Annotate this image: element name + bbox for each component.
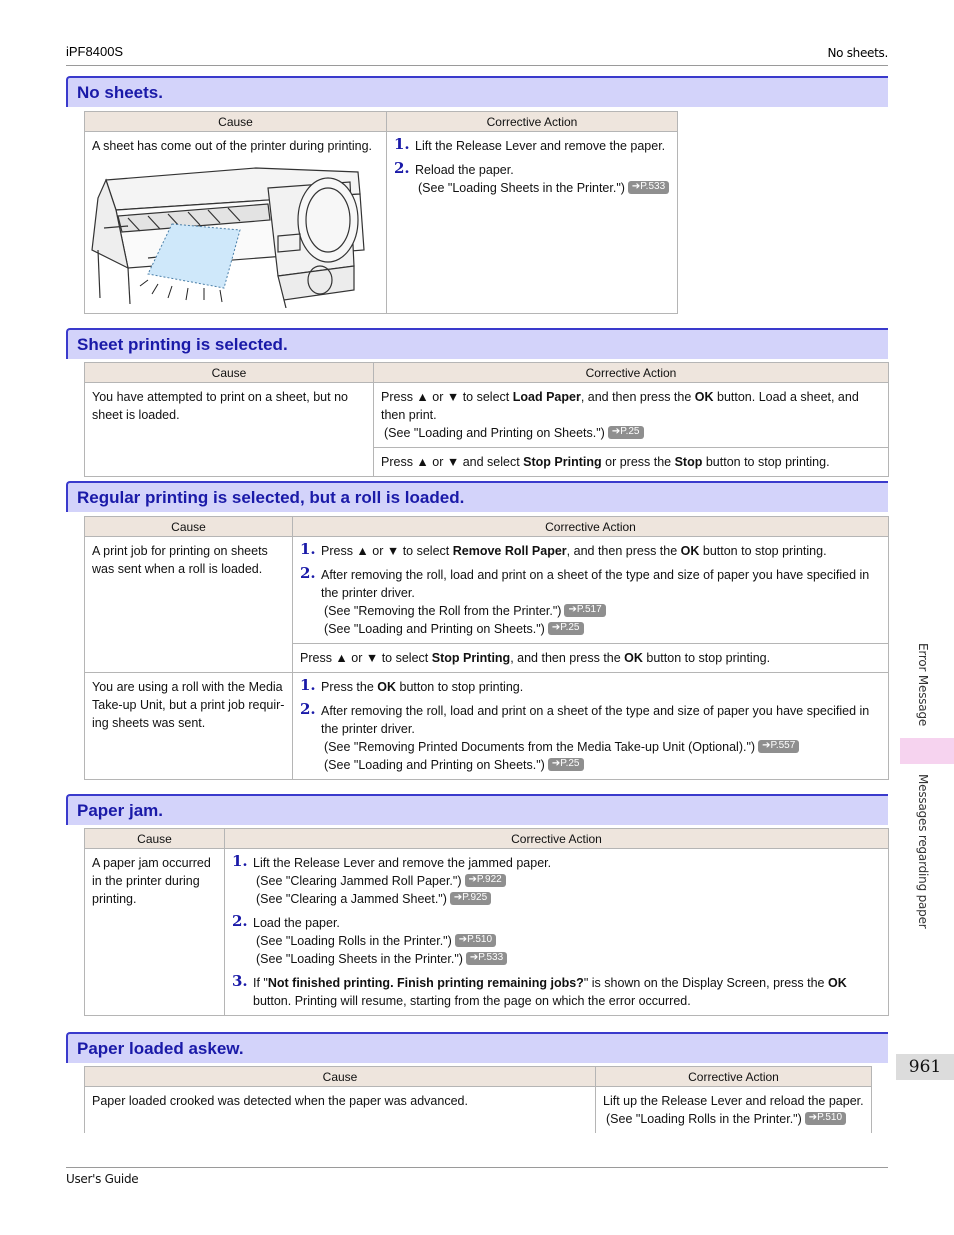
action-cell — [596, 1087, 872, 1134]
page-link[interactable]: ➔P.517 — [564, 604, 605, 617]
reference — [321, 602, 881, 620]
reference-text: (See "Loading Rolls in the Printer.") — [606, 1112, 802, 1126]
section-title-no-sheets — [66, 76, 888, 107]
document-model: iPF8400S — [66, 44, 124, 59]
reference — [381, 424, 881, 442]
section-title-paper-jam — [66, 794, 888, 825]
step-1: 1. Lift the Release Lever and remove the paper. — [394, 135, 666, 153]
button-name: OK — [624, 651, 643, 665]
cause-cell — [85, 1087, 596, 1134]
column-header-cause: Cause — [85, 363, 374, 383]
page-link[interactable]: ➔P.25 — [608, 426, 644, 439]
section-title-text: Paper jam. — [77, 801, 163, 820]
button-name: OK — [694, 390, 714, 404]
column-header-action: Corrective Action — [225, 829, 889, 849]
action-text: button. Load a sheet, and then print. — [381, 390, 859, 422]
reference-text: (See "Loading and Printing on Sheets.") — [324, 622, 545, 636]
page-link[interactable]: ➔P.557 — [758, 740, 799, 753]
action-cell — [293, 644, 889, 673]
table-header-row — [85, 517, 889, 537]
step-3: 3. If "Not finished printing. Finish printing remaining jobs?" is shown on the Display Screen, press the OK button. Printing will resume, starting from the page on which the error occurred. — [232, 972, 847, 1008]
paper-askew-table — [84, 1066, 872, 1133]
page-link[interactable]: ➔P.510 — [455, 934, 496, 947]
reference — [321, 620, 881, 638]
cause-cell — [85, 673, 293, 780]
footer-title: User's Guide — [66, 1172, 139, 1186]
menu-item-name: Stop Printing — [431, 651, 511, 665]
page-number: 961 — [896, 1054, 954, 1080]
reference-text: (See "Loading and Printing on Sheets.") — [324, 758, 545, 772]
column-header-cause: Cause — [85, 112, 387, 132]
cause-text: A print job for printing on sheets was sent when a roll is loaded. — [92, 544, 268, 576]
page-link[interactable]: ➔P.533 — [466, 952, 507, 965]
step-text: After removing the roll, load and print on a sheet of the type and size of paper you have specified in the printer driver. — [321, 704, 870, 736]
action-cell — [374, 448, 889, 477]
sidebar-subcategory: Messages regarding paper — [916, 774, 930, 929]
action-text: , and then press the — [580, 390, 695, 404]
button-name: Stop — [674, 455, 703, 469]
cause-text: A sheet has come out of the printer during printing. — [92, 139, 373, 153]
reference-text: (See "Removing the Roll from the Printer.") — [324, 604, 562, 618]
action-text: button to stop printing. — [642, 651, 771, 665]
step-text: button to stop printing. — [699, 544, 827, 558]
step-text: Load the paper. — [253, 916, 340, 930]
cause-text: Paper loaded crooked was detected when the paper was advanced. — [92, 1094, 468, 1108]
reference — [253, 950, 881, 968]
action-cell — [293, 537, 889, 644]
action-text: button to stop printing. — [702, 455, 830, 469]
reference — [253, 872, 881, 890]
action-cell — [225, 849, 889, 1016]
step-2: 2. Load the paper. (See "Loading Rolls in the Printer.") ➔P.510 (See "Loading Sheets in the Printer.") ➔P.533 — [232, 914, 881, 968]
cause-cell — [85, 537, 293, 673]
footer-divider — [66, 1167, 888, 1168]
step-text: , and then press the — [566, 544, 681, 558]
section-title-text: Sheet printing is selected. — [77, 335, 288, 354]
action-text: Lift up the Release Lever and reload the paper. — [603, 1094, 864, 1108]
table-row — [85, 673, 889, 780]
table-row — [85, 537, 889, 644]
table-row — [85, 383, 889, 448]
step-2: 2. After removing the roll, load and print on a sheet of the type and size of paper you have specified in the printer driver. (See "Removing Printed Documents from the Media Take-up Unit (Optional).") ➔P.557 (See "Loading and Printing on Sheets.") ➔P.25 — [300, 702, 881, 774]
table-header-row — [85, 1067, 872, 1087]
step-1: 1. Lift the Release Lever and remove the jammed paper. (See "Clearing Jammed Roll Paper.") ➔P.922 (See "Clearing a Jammed Sheet.") ➔P.925 — [232, 854, 881, 908]
action-cell — [387, 132, 678, 314]
step-text: button to stop printing. — [396, 680, 524, 694]
step-2: 2. Reload the paper. (See "Loading Sheets in the Printer.") ➔P.533 — [394, 161, 670, 197]
reference-text: (See "Clearing Jammed Roll Paper.") — [256, 874, 462, 888]
action-text: Press ▲ or ▼ and select — [381, 455, 524, 469]
page-link[interactable]: ➔P.922 — [465, 874, 506, 887]
running-section-title: No sheets. — [827, 46, 888, 60]
action-text: Press ▲ or ▼ to select — [300, 651, 432, 665]
step-text: Reload the paper. — [415, 163, 514, 177]
reference-text: (See "Removing Printed Documents from the Media Take-up Unit (Optional).") — [324, 740, 756, 754]
page-link[interactable]: ➔P.25 — [548, 758, 584, 771]
cause-text: You have attempted to print on a sheet, but no sheet is loaded. — [92, 390, 348, 422]
table-header-row — [85, 829, 889, 849]
column-header-cause: Cause — [85, 517, 293, 537]
column-header-action: Corrective Action — [293, 517, 889, 537]
section-title-sheet-printing — [66, 328, 888, 359]
step-2: 2. After removing the roll, load and print on a sheet of the type and size of paper you have specified in the printer driver. (See "Removing the Roll from the Printer.") ➔P.517 (See "Loading and Printing on Sheets.") ➔P.25 — [300, 566, 881, 638]
section-title-text: Paper loaded askew. — [77, 1039, 244, 1058]
reference — [253, 932, 881, 950]
sidebar-category: Error Message — [916, 643, 930, 727]
reference — [415, 179, 670, 197]
paper-jam-table — [84, 828, 889, 1016]
action-cell — [293, 673, 889, 780]
page-link[interactable]: ➔P.510 — [805, 1112, 846, 1125]
reference — [603, 1110, 864, 1128]
section-title-paper-askew — [66, 1032, 888, 1063]
printer-illustration — [88, 158, 384, 308]
column-header-cause: Cause — [85, 829, 225, 849]
step-text: If " — [253, 976, 268, 990]
reference-text: (See "Loading Sheets in the Printer.") — [256, 952, 463, 966]
step-1: 1. Press the OK button to stop printing. — [300, 676, 524, 694]
action-text: Press ▲ or ▼ to select — [381, 390, 513, 404]
step-text: Press ▲ or ▼ to select — [321, 544, 453, 558]
reference-text: (See "Loading Rolls in the Printer.") — [256, 934, 452, 948]
reference-text: (See "Loading Sheets in the Printer.") — [418, 181, 625, 195]
cause-text: A paper jam occurred in the printer during printing. — [92, 856, 211, 906]
column-header-action: Corrective Action — [387, 112, 678, 132]
step-text: button. Printing will resume, starting from the page on which the error occurred. — [253, 994, 691, 1008]
section-title-text: Regular printing is selected, but a roll is loaded. — [77, 488, 465, 507]
action-cell — [374, 383, 889, 448]
display-message: Not finished printing. Finish printing remaining jobs? — [267, 976, 584, 990]
button-name: OK — [680, 544, 700, 558]
sidebar-tab-marker — [900, 738, 954, 764]
menu-item-name: Load Paper — [512, 390, 581, 404]
menu-item-name: Remove Roll Paper — [452, 544, 567, 558]
reference — [321, 756, 881, 774]
page-link[interactable]: ➔P.25 — [548, 622, 584, 635]
table-header-row — [85, 363, 889, 383]
button-name: OK — [827, 976, 847, 990]
reference-text: (See "Clearing a Jammed Sheet.") — [256, 892, 447, 906]
button-name: OK — [377, 680, 397, 694]
regular-printing-table — [84, 516, 889, 780]
step-text: " is shown on the Display Screen, press the — [583, 976, 828, 990]
step-text: Press the — [321, 680, 378, 694]
section-title-regular-printing — [66, 481, 888, 512]
table-header-row — [85, 112, 678, 132]
reference — [321, 738, 881, 756]
action-text: or press the — [601, 455, 675, 469]
header-divider — [66, 65, 888, 66]
cause-cell — [85, 383, 374, 477]
cause-text: You are using a roll with the Media Take-up Unit, but a print job requir-ing sheets was sent. — [92, 680, 285, 730]
step-text: After removing the roll, load and print on a sheet of the type and size of paper you have specified in the printer driver. — [321, 568, 870, 600]
step-text: Lift the Release Lever and remove the jammed paper. — [253, 856, 552, 870]
table-row — [85, 1087, 872, 1134]
menu-item-name: Stop Printing — [523, 455, 602, 469]
step-text: Lift the Release Lever and remove the paper. — [415, 139, 666, 153]
column-header-action: Corrective Action — [374, 363, 889, 383]
reference — [253, 890, 881, 908]
page-link[interactable]: ➔P.533 — [628, 181, 669, 194]
action-text: , and then press the — [510, 651, 625, 665]
reference-text: (See "Loading and Printing on Sheets.") — [384, 426, 605, 440]
sheet-printing-table — [84, 362, 889, 477]
section-title-text: No sheets. — [77, 83, 163, 102]
column-header-action: Corrective Action — [596, 1067, 872, 1087]
column-header-cause: Cause — [85, 1067, 596, 1087]
cause-cell — [85, 849, 225, 1016]
step-1: 1. Press ▲ or ▼ to select Remove Roll Paper, and then press the OK button to stop printing. — [300, 540, 827, 558]
page-link[interactable]: ➔P.925 — [450, 892, 491, 905]
table-row — [85, 849, 889, 1016]
